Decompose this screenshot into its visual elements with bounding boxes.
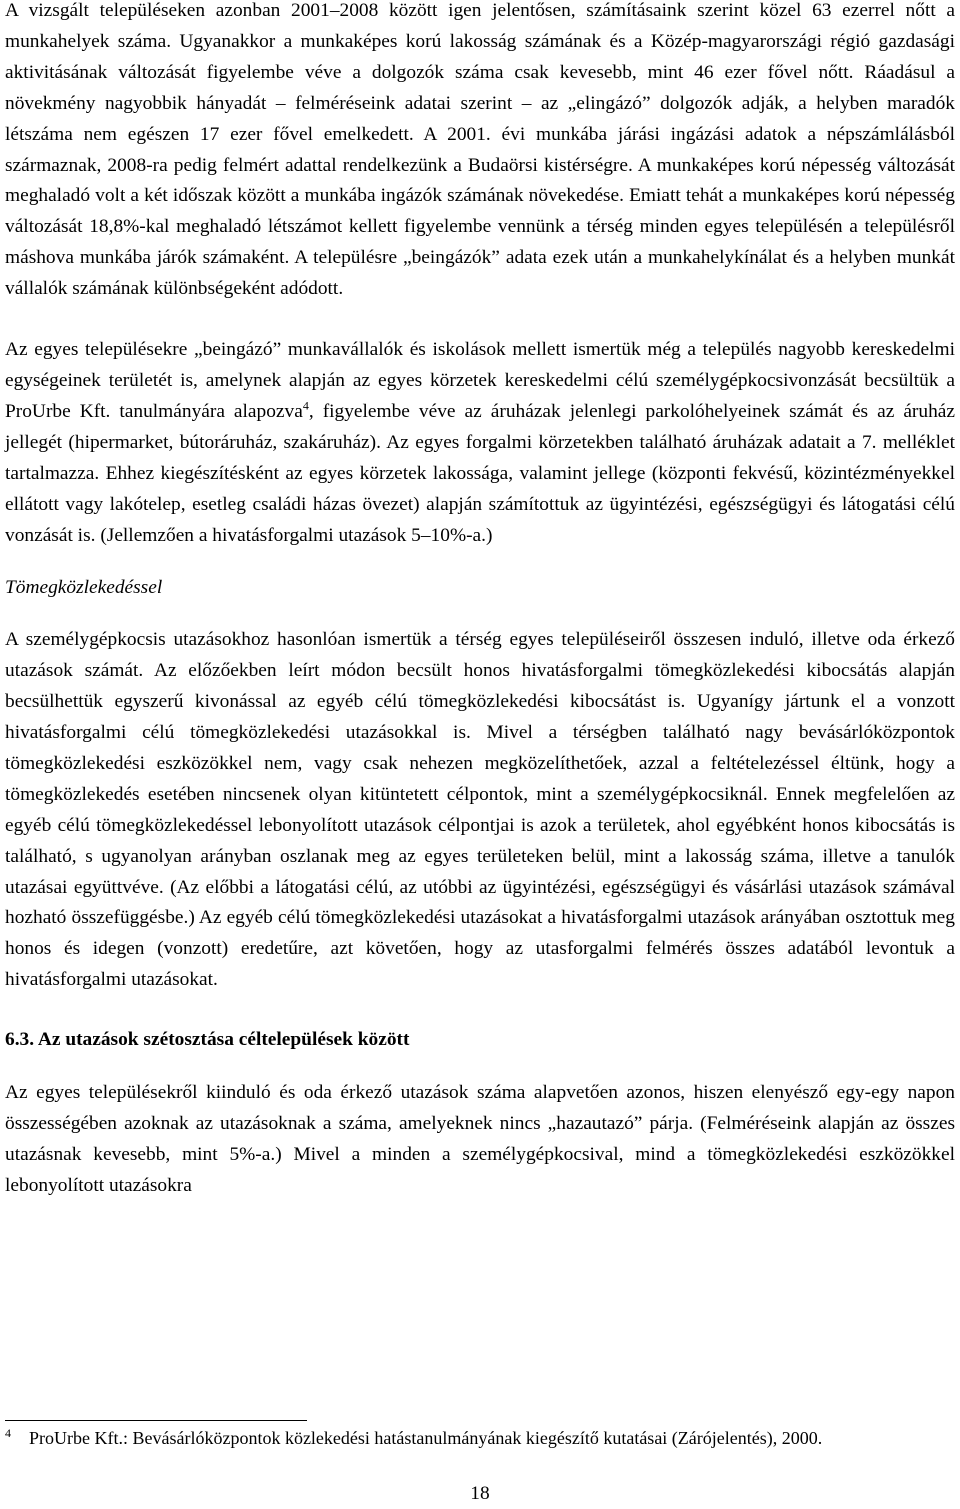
paragraph-employment: A vizsgált településeken azonban 2001–2008 között igen jelentősen, számításaink szerint közel 63 ezerrel nőtt a munkahelyek száma. Ugyanakkor a munkaképes korú lakosság számának és a Közép-magyarországi régió gazdasági aktivitásának változását figyelembe véve a dolgozók száma csak kevesebb, mint 46 ezer fővel nőtt. Ráadásul a növekmény nagyobbik hányadát – felméréseink adatai szerint – az „elingázó” dolgozók adják, a helyben maradók létszáma nem egészen 17 ezer fővel emelkedett. A 2001. évi munkába járási ingázási adatok a népszámlálásból származnak, 2008-ra pedig felmért adattal rendelkezünk a Budaörsi kistérségre. A munkaképes korú népesség változását meghaladó volt a két időszak között a munkába ingázók számának növekedése. Emiatt tehát a munkaképes korú népesség változását 18,8%-kal meghaladó létszámot kellett figyelembe vennünk a térség minden egyes településén a településről máshova munkába járók számaként. A településre „beingázók” adata ezek után a munkahelykínálat és a helyben munkát vállalók számának különbségeként adódott. [5,0,955,300]
paragraph-text: Az egyes településekre „beingázó” munkavállalók és iskolások mellett ismertük még a település nagyobb kereskedelmi egységeinek területét is, amelynek alapján az egyes körzetek kereskedelmi célú személygépkocsivonzását becsültük a ProUrbe Kft. tanulmányára alapozva [5,339,955,422]
document-body [5,0,955,1202]
paragraph-public-transport: A személygépkocsis utazásokhoz hasonlóan ismertük a térség egyes településeiről összesen induló, illetve oda érkező utazások számát. Az előzőekben leírt módon becsült honos hivatásforgalmi tömegközlekedési kibocsátás alapján becsülhettük egyszerű kivonással az egyéb célú tömegközlekedési kibocsátást is. Ugyanígy jártunk el a vonzott hivatásforgalmi célú tömegközlekedési utazásokkal is. Mivel a térségben található nagy bevásárlóközpontok tömegközlekedési eszközökkel nem, vagy csak nehezen megközelíthetőek, azzal a feltételezéssel éltünk, hogy a tömegközlekedés esetében nincsenek olyan kitüntetett célpontok, mint a személygépkocsiknál. Ennek megfelelően az egyéb célú tömegközlekedéssel lebonyolított utazások célpontjai is azok a területek, ahol egyébként honos kibocsátás is található, s ugyanolyan arányban oszlanak meg az egyes területeken belül, mint a lakosság száma, illetve a tanulók utazásai együttvéve. (Az előbbi a látogatási célú, az utóbbi az ügyintézési, egészségügyi és vásárlási utazások számával hozható összefüggésbe.) Az egyéb célú tömegközlekedési utazásokat a hivatásforgalmi utazások arányában osztottuk meg honos és idegen (vonzott) eredetűre, azt követően, hogy az utasforgalmi felmérés összes adatából levontuk a hivatásforgalmi utazásokat. [5,629,955,991]
footnote [5,1424,955,1452]
footnote-mark: 4 [5,1426,11,1440]
footnote-reference[interactable]: 4 [302,398,309,413]
subheading-public-transport: Tömegközlekedéssel [5,577,163,599]
paragraph-text: , figyelembe véve az áruházak jelenlegi parkolóhelyeinek számát és az áruház jellegét (hipermarket, bútoráruház, szakáruház). Az egyes forgalmi körzetekben található áruházak adatait a 7. melléklet tartalmazza. Ehhez kiegészítésként az egyes körzetek lakossága, valamint jellege (központi fekvésű, közintézményekkel ellátott vagy lakótelep, esetleg családi házas övezet) alapján számítottuk az ügyintézési, egészségügyi és látogatási célú vonzását is. (Jellemzően a hivatásforgalmi utazások 5–10%-a.) [5,400,955,546]
section-heading: 6.3. Az utazások szétosztása céltelepülések között [5,1029,410,1051]
footnote-text: ProUrbe Kft.: Bevásárlóközpontok közlekedési hatástanulmányának kiegészítő kutatásai (Zárójelentés), 2000. [29,1428,823,1448]
footnote-divider [5,1420,307,1421]
paragraph-trip-distribution: Az egyes településekről kiinduló és oda érkező utazások száma alapvetően azonos, hiszen elenyésző egy-egy napon összességében azoknak az utazásoknak a száma, amelyeknek nincs „hazautazó” párja. (Felméréseink alapján az összes utazásnak kevesebb, mint 5%-a.) Mivel a minden a személygépkocsival, mind a tömegközlekedési eszközökkel lebonyolított utazásokra [5,1082,955,1196]
paragraph-commuters-retail [5,335,955,551]
page-number: 18 [470,1483,490,1504]
